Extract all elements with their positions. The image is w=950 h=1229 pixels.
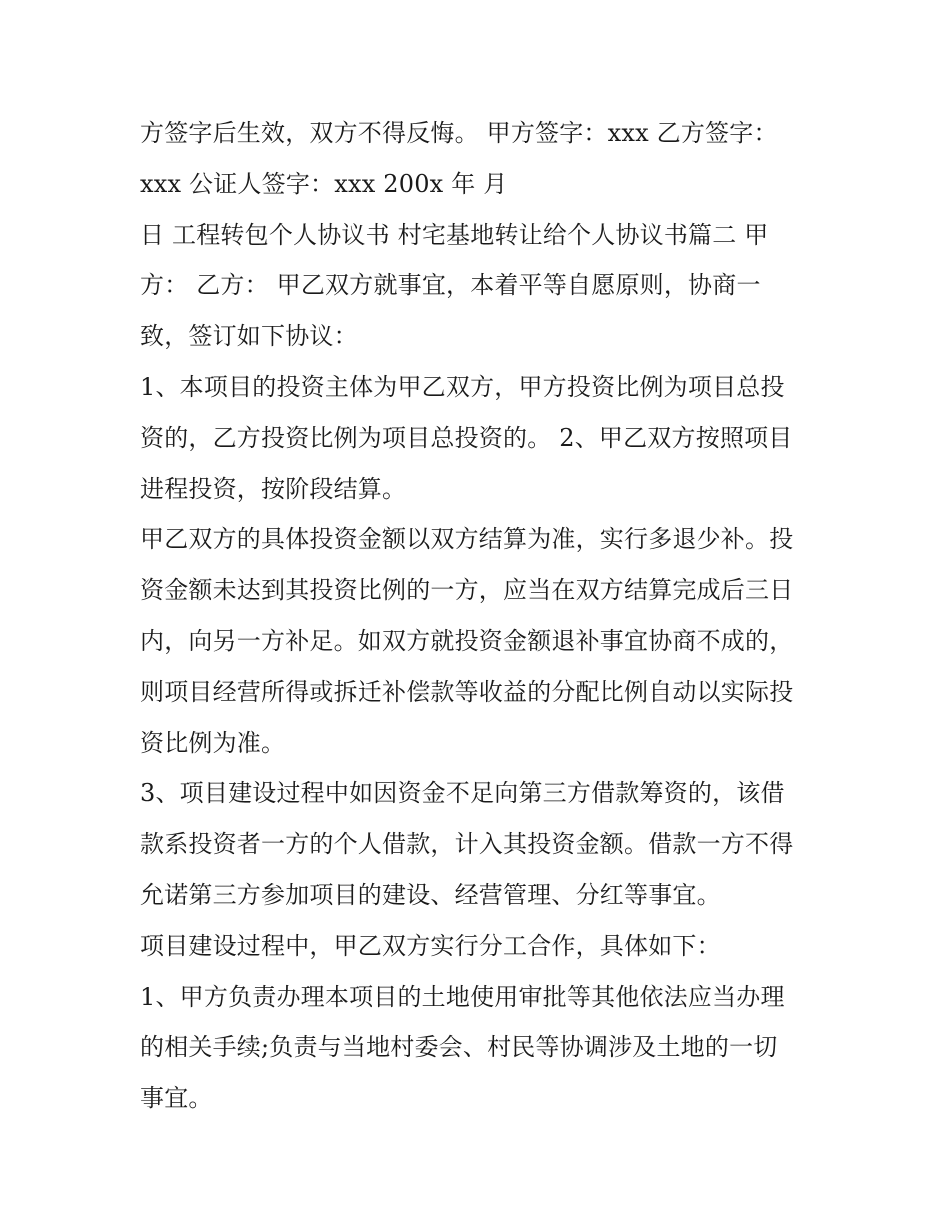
- text-line: xxx 公证人签字：xxx 200x 年 月: [140, 169, 508, 198]
- text-line: 允诺第三方参加项目的建设、经营管理、分红等事宜。: [140, 880, 721, 909]
- text-line: 方： 乙方： 甲乙双方就事宜，本着平等自愿原则，协商一: [140, 271, 761, 300]
- text-line: 资比例为准。: [140, 728, 286, 757]
- text-line: 1、本项目的投资主体为甲乙双方，甲方投资比例为项目总投: [140, 372, 785, 401]
- text-line: 资金额未达到其投资比例的一方，应当在双方结算完成后三日: [140, 576, 794, 605]
- text-line: 3、项目建设过程中如因资金不足向第三方借款筹资的，该借: [140, 779, 785, 808]
- text-line: 事宜。: [140, 1084, 213, 1113]
- text-line: 内，向另一方补足。如双方就投资金额退补事宜协商不成的，: [140, 626, 794, 655]
- document-body: [140, 108, 820, 1124]
- text-line: 进程投资，按阶段结算。: [140, 474, 407, 503]
- text-line: 资的，乙方投资比例为项目总投资的。 2、甲乙双方按照项目: [140, 423, 793, 452]
- text-line: 款系投资者一方的个人借款，计入其投资金额。借款一方不得: [140, 830, 794, 859]
- text-line: 方签字后生效，双方不得反悔。 甲方签字：xxx 乙方签字：: [140, 119, 778, 147]
- text-line: 1、甲方负责办理本项目的土地使用审批等其他依法应当办理: [140, 982, 785, 1011]
- text-line: 项目建设过程中，甲乙双方实行分工合作，具体如下：: [140, 931, 721, 960]
- text-line: 则项目经营所得或拆迁补偿款等收益的分配比例自动以实际投: [140, 677, 794, 706]
- text-line: 致，签订如下协议：: [140, 322, 358, 351]
- text-line: 甲乙双方的具体投资金额以双方结算为准，实行多退少补。投: [140, 525, 794, 554]
- text-line: 日 工程转包个人协议书 村宅基地转让给个人协议书篇二 甲: [140, 220, 769, 249]
- text-line: 的相关手续;负责与当地村委会、村民等协调涉及土地的一切: [140, 1033, 778, 1062]
